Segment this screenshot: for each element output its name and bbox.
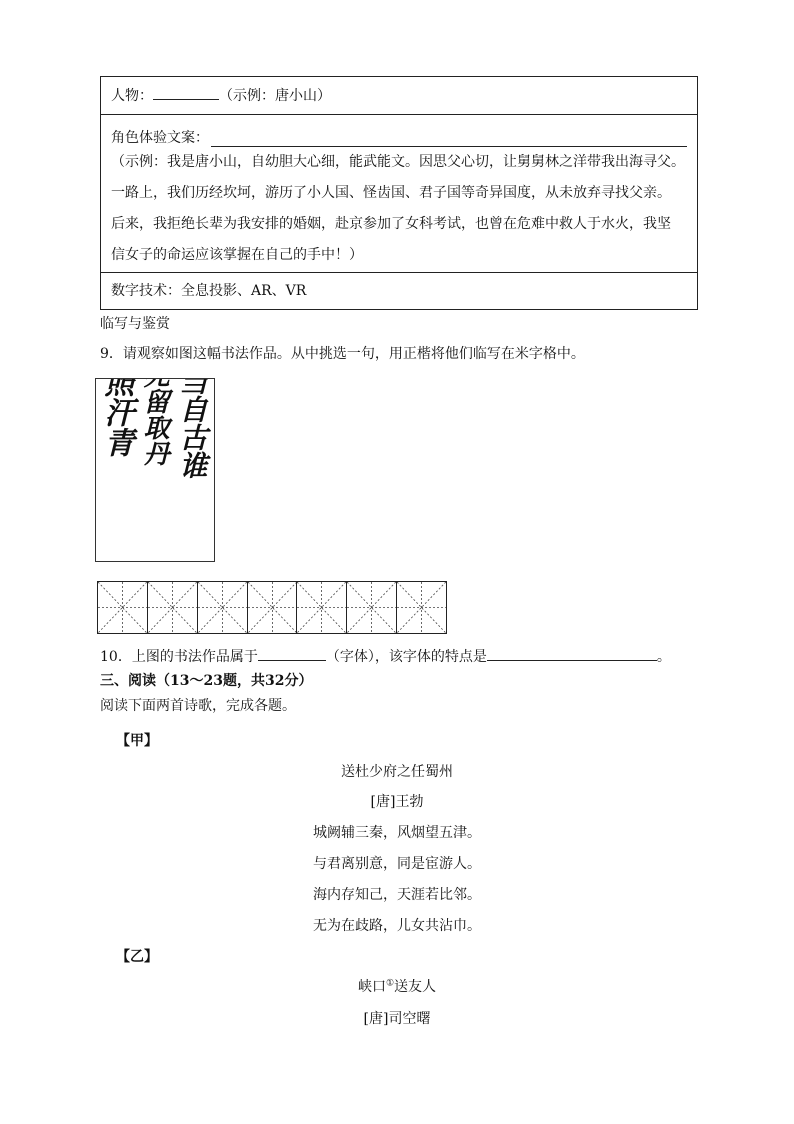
question-9: 9．请观察如图这幅书法作品。从中挑选一句，用正楷将他们临写在米字格中。: [100, 346, 585, 362]
mizi-guides: [297, 582, 346, 633]
role-row: [101, 77, 697, 115]
poem-b-title: [0, 976, 794, 996]
role-example: （示例：唐小山）: [219, 88, 331, 104]
poem-a-author: [唐]王勃: [370, 794, 424, 810]
poem-a-title: 送杜少府之任蜀州: [341, 764, 453, 780]
poem-b-marker: 【乙】: [116, 949, 158, 965]
calligraphy-artwork: [95, 378, 215, 562]
calligraphy-svg: [96, 379, 214, 561]
mizi-cell[interactable]: [198, 582, 248, 633]
section-label: 临写与鉴赏: [100, 316, 170, 332]
mizi-cell[interactable]: [297, 582, 347, 633]
calligraphy-column-1: 会当自古谁: [175, 379, 209, 479]
q10-mid: （字体），该字体的特点是: [325, 649, 487, 665]
mizi-guides: [148, 582, 197, 633]
role-experience-table: [100, 76, 698, 310]
copy-example-line-1: （示例：我是唐小山，自幼胆大心细，能武能文。因思父心切，让舅舅林之洋带我出海寻父。: [111, 154, 685, 170]
poem-a-line-2: 与君离别意，同是宦游人。: [313, 856, 481, 872]
mizi-guides: [98, 582, 147, 633]
mizi-guides: [248, 582, 297, 633]
copy-blank[interactable]: [211, 132, 687, 147]
font-type-blank[interactable]: [258, 646, 326, 661]
mizi-cell[interactable]: [98, 582, 148, 633]
poem-b-title-main: 峡口: [357, 979, 386, 995]
calligraphy-column-3: 心照汗青: [98, 379, 134, 457]
mizi-grid: [97, 581, 447, 634]
tech-row: [101, 273, 697, 309]
tech-label: 数字技术：全息投影、AR、VR: [111, 283, 307, 299]
font-feature-blank[interactable]: [487, 646, 657, 661]
poem-b-author: [唐]司空曙: [363, 1011, 431, 1027]
q10-suffix: 。: [656, 649, 671, 665]
mizi-cell[interactable]: [397, 582, 446, 633]
mizi-cell[interactable]: [248, 582, 298, 633]
poem-a-line-3: 海内存知己，天涯若比邻。: [313, 887, 481, 903]
poem-a-line-1: 城阙辅三秦，风烟望五津。: [313, 825, 481, 841]
role-blank[interactable]: [153, 85, 219, 100]
copy-example-line-2: 一路上，我们历经坎坷，游历了小人国、怪齿国、君子国等奇异国度，从未放弃寻找父亲。: [111, 185, 671, 201]
mizi-cell[interactable]: [347, 582, 397, 633]
copy-row: [101, 115, 697, 273]
calligraphy-column-2: 呼死留取丹: [139, 379, 169, 466]
poem-b-title-rest: 送友人: [394, 979, 437, 995]
copy-label: 角色体验文案：: [111, 130, 209, 146]
copy-label-line: [111, 123, 687, 147]
copy-example-line-4: 信女子的命运应该掌握在自己的手中！）: [111, 247, 363, 263]
copy-example-line-3: 后来，我拒绝长辈为我安排的婚姻，赴京参加了女科考试，也曾在危难中救人于水火，我坚: [111, 216, 671, 232]
reading-heading: 三、阅读（13～23题，共32分）: [100, 673, 313, 689]
q10-prefix: 10．上图的书法作品属于: [100, 649, 258, 665]
reading-instruction: 阅读下面两首诗歌，完成各题。: [100, 698, 296, 714]
mizi-guides: [198, 582, 247, 633]
mizi-guides: [347, 582, 396, 633]
poem-a-line-4: 无为在歧路，儿女共沾巾。: [313, 918, 481, 934]
poem-b-footnote-mark: ①: [385, 978, 395, 989]
mizi-guides: [397, 582, 446, 633]
question-10: [100, 646, 671, 666]
mizi-cell[interactable]: [148, 582, 198, 633]
poem-a-marker: 【甲】: [116, 733, 158, 749]
role-label: 人物：: [111, 88, 153, 104]
